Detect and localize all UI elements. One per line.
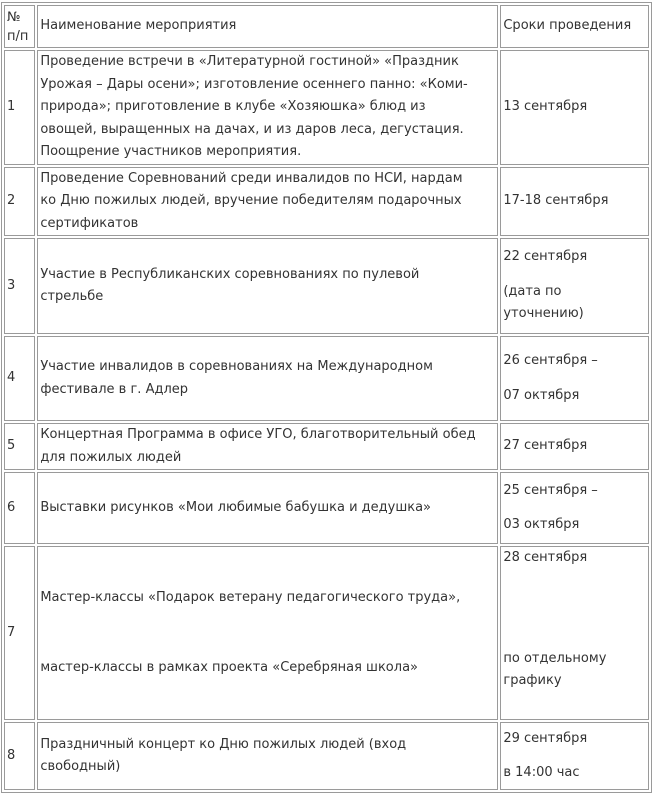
event-name-line: Мастер-классы «Подарок ветерану педагогического труда», — [40, 589, 461, 605]
spacer — [503, 502, 646, 514]
event-date-line: в 14:00 час — [503, 765, 580, 780]
event-date-line: 07 октября — [503, 387, 580, 403]
row-number: 8 — [4, 722, 35, 790]
event-name-line: овощей, выращенных на дачах, и из даров леса, дегустация. — [40, 121, 464, 137]
row-number: 5 — [4, 423, 35, 470]
event-dates — [500, 50, 649, 165]
event-name-line: Праздничный концерт ко Дню пожилых людей (вход — [40, 736, 407, 752]
table-row — [4, 472, 649, 544]
event-name-line: Концертная Программа в офисе УГО, благотворительный обед — [40, 427, 476, 442]
table-row — [4, 50, 649, 165]
event-name-line: Проведение Соревнований среди инвалидов по НСИ, нардам — [40, 170, 463, 186]
event-name — [37, 546, 498, 720]
spacer — [40, 609, 495, 657]
event-dates — [500, 167, 649, 237]
row-number: 3 — [4, 238, 35, 334]
event-date-line: 29 сентября — [503, 730, 588, 746]
event-date-line: 28 сентября — [503, 550, 588, 565]
header-row — [4, 5, 649, 48]
event-name — [37, 722, 498, 790]
event-dates — [500, 238, 649, 334]
event-date-line: 27 сентября — [503, 438, 588, 454]
table-row — [4, 336, 649, 421]
event-name-line: Поощрение участников мероприятия. — [40, 144, 302, 159]
event-name — [37, 423, 498, 470]
spacer — [503, 570, 646, 648]
event-date-line: 26 сентября – — [503, 353, 598, 368]
event-name-line: для пожилых людей — [40, 449, 182, 465]
event-name-line: природа»; приготовление в клубе «Хозяюшка» блюд из — [40, 99, 426, 114]
event-date-line: 17-18 сентября — [503, 193, 609, 208]
spacer — [503, 269, 646, 281]
header-num-line: п/п — [7, 28, 29, 44]
event-dates — [500, 546, 649, 720]
event-name-line: Участие инвалидов в соревнованиях на Международном — [40, 359, 433, 374]
header-name: Наименование мероприятия — [37, 5, 498, 48]
event-name-line: свободный) — [40, 759, 121, 774]
header-num-line: № — [7, 9, 21, 25]
event-dates — [500, 722, 649, 790]
event-name-line: сертификатов — [40, 215, 139, 231]
event-name-line: фестивале в г. Адлер — [40, 381, 189, 397]
row-number: 1 — [4, 50, 35, 165]
table-row — [4, 167, 649, 237]
header-num — [4, 5, 35, 48]
row-number: 4 — [4, 336, 35, 421]
row-number: 7 — [4, 546, 35, 720]
event-name — [37, 472, 498, 544]
event-date-line: уточнению) — [503, 306, 584, 322]
event-dates — [500, 472, 649, 544]
table-row — [4, 546, 649, 720]
event-name-line: стрельбе — [40, 289, 104, 304]
events-table — [1, 2, 652, 793]
spacer — [503, 373, 646, 385]
header-dates: Сроки проведения — [500, 5, 649, 48]
event-date-line: по отдельному — [503, 650, 607, 666]
event-date-line: 25 сентября – — [503, 482, 598, 498]
table-row — [4, 722, 649, 790]
event-date-line: 03 октября — [503, 517, 580, 532]
event-date-line: (дата по — [503, 283, 562, 299]
row-number: 2 — [4, 167, 35, 237]
event-name-line: ко Дню пожилых людей, вручение победителям подарочных — [40, 193, 462, 208]
event-name — [37, 50, 498, 165]
event-date-line: 22 сентября — [503, 249, 588, 265]
event-date-line: графику — [503, 673, 562, 688]
table-row — [4, 423, 649, 470]
spacer — [503, 750, 646, 762]
row-number: 6 — [4, 472, 35, 544]
event-date-line: 13 сентября — [503, 99, 588, 114]
event-name — [37, 238, 498, 334]
event-name-line: мастер-классы в рамках проекта «Серебряная школа» — [40, 660, 418, 675]
event-name — [37, 167, 498, 237]
event-name-line: Участие в Республиканских соревнованиях по пулевой — [40, 266, 420, 282]
event-name — [37, 336, 498, 421]
event-name-line: Выставки рисунков «Мои любимые бабушка и дедушка» — [40, 499, 432, 515]
event-name-line: Урожая – Дары осени»; изготовление осеннего панно: «Коми- — [40, 76, 468, 92]
event-dates — [500, 336, 649, 421]
event-name-line: Проведение встречи в «Литературной гостиной» «Праздник — [40, 54, 459, 69]
event-dates — [500, 423, 649, 470]
table-row — [4, 238, 649, 334]
